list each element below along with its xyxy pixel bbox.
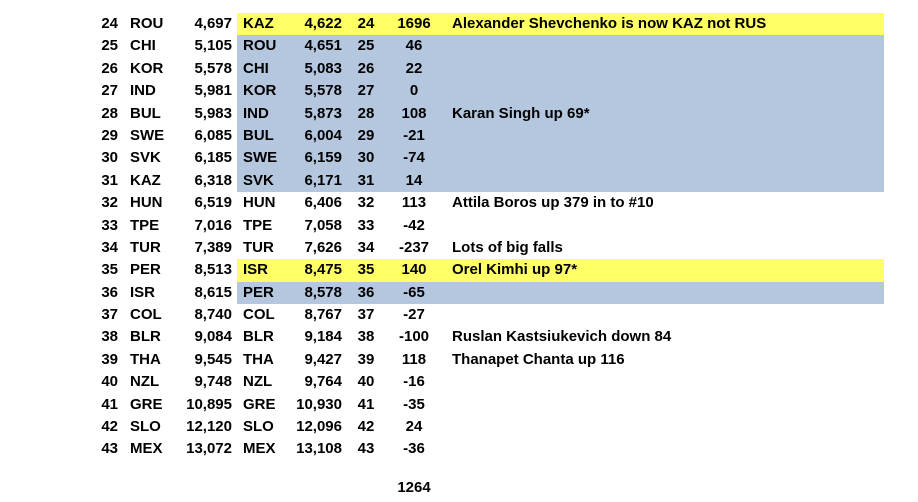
cell-rank-new[interactable]: 36 bbox=[347, 282, 385, 304]
table-row bbox=[85, 394, 884, 416]
cell-rank-new[interactable]: 25 bbox=[347, 35, 385, 57]
table-body bbox=[85, 13, 884, 461]
cell-country-old[interactable]: HUN bbox=[130, 194, 163, 212]
cell-rank-old[interactable]: 30 bbox=[101, 149, 118, 167]
cell-points-diff[interactable]: 1696 bbox=[385, 13, 443, 35]
cell-country-new[interactable]: ISR bbox=[237, 259, 288, 281]
cell-rank-new[interactable]: 35 bbox=[347, 259, 385, 281]
cell-points-old[interactable]: 13,072 bbox=[186, 440, 232, 458]
cell-note[interactable] bbox=[443, 416, 884, 438]
cell-points-new[interactable]: 5,578 bbox=[288, 80, 347, 102]
cell-note[interactable]: Ruslan Kastsiukevich down 84 bbox=[452, 328, 672, 346]
empty-cell bbox=[347, 477, 385, 499]
cell-points-diff[interactable]: -42 bbox=[403, 216, 425, 234]
table-row bbox=[85, 80, 884, 102]
cell-points-old[interactable]: 5,578 bbox=[194, 59, 232, 77]
cell-note[interactable]: Lots of big falls bbox=[452, 238, 563, 256]
table-row bbox=[85, 304, 884, 326]
empty-cell bbox=[85, 477, 120, 499]
cell-rank-old[interactable]: 37 bbox=[101, 306, 118, 324]
cell-points-diff[interactable]: -100 bbox=[398, 328, 430, 346]
cell-note[interactable] bbox=[443, 35, 884, 57]
table-row bbox=[85, 170, 884, 192]
cell-note[interactable] bbox=[443, 80, 884, 102]
cell-rank-new[interactable]: 40 bbox=[357, 373, 375, 391]
cell-note[interactable] bbox=[443, 215, 884, 237]
cell-points-old[interactable]: 7,016 bbox=[194, 216, 232, 234]
cell-rank-new[interactable]: 34 bbox=[357, 238, 375, 256]
cell-country-old[interactable]: PER bbox=[130, 261, 161, 279]
cell-country-old[interactable]: IND bbox=[130, 82, 156, 100]
cell-points-new[interactable]: 10,930 bbox=[296, 395, 342, 413]
empty-cell bbox=[288, 477, 347, 499]
table-row bbox=[85, 326, 884, 348]
empty-cell bbox=[172, 477, 237, 499]
cell-points-new[interactable]: 6,171 bbox=[288, 170, 347, 192]
cell-rank-old[interactable]: 32 bbox=[101, 194, 118, 212]
cell-country-old[interactable]: ROU bbox=[130, 15, 164, 32]
cell-country-new[interactable]: COL bbox=[243, 306, 275, 324]
cell-points-old[interactable]: 6,085 bbox=[194, 126, 232, 144]
cell-country-old[interactable]: ISR bbox=[130, 283, 156, 301]
cell-country-old[interactable]: SLO bbox=[130, 418, 161, 436]
cell-country-old[interactable]: TUR bbox=[130, 238, 161, 256]
cell-country-new[interactable]: CHI bbox=[237, 58, 288, 80]
table-row bbox=[85, 103, 884, 125]
cell-rank-new[interactable]: 38 bbox=[357, 328, 375, 346]
cell-country-new[interactable]: BUL bbox=[237, 125, 288, 147]
empty-row bbox=[85, 461, 884, 477]
cell-points-old[interactable]: 8,615 bbox=[194, 283, 232, 301]
cell-points-new[interactable]: 7,626 bbox=[304, 238, 342, 256]
cell-points-new[interactable]: 6,406 bbox=[304, 194, 342, 212]
cell-points-new[interactable]: 8,578 bbox=[288, 282, 347, 304]
table-row bbox=[85, 416, 884, 438]
spreadsheet-table bbox=[85, 13, 884, 499]
cell-country-new[interactable]: SWE bbox=[237, 147, 288, 169]
cell-rank-old[interactable]: 29 bbox=[101, 126, 118, 144]
table-row bbox=[85, 259, 884, 281]
table-row bbox=[85, 349, 884, 371]
empty-cell bbox=[120, 477, 172, 499]
cell-points-old[interactable]: 9,545 bbox=[194, 350, 232, 368]
cell-note[interactable] bbox=[443, 58, 884, 80]
table-row bbox=[85, 58, 884, 80]
cell-rank-old[interactable]: 38 bbox=[101, 328, 118, 346]
cell-rank-old[interactable]: 40 bbox=[101, 373, 118, 391]
cell-points-old[interactable]: 5,105 bbox=[194, 37, 232, 55]
cell-note[interactable] bbox=[443, 125, 884, 147]
cell-note[interactable]: Attila Boros up 379 in to #10 bbox=[452, 194, 654, 212]
cell-country-old[interactable]: KAZ bbox=[130, 171, 161, 189]
cell-rank-old[interactable]: 25 bbox=[101, 37, 118, 55]
table-row bbox=[85, 125, 884, 147]
table-row bbox=[85, 438, 884, 460]
cell-rank-old[interactable]: 43 bbox=[101, 440, 118, 458]
cell-points-diff[interactable]: -21 bbox=[385, 125, 443, 147]
cell-note[interactable]: Orel Kimhi up 97* bbox=[443, 259, 884, 281]
table-row bbox=[85, 13, 884, 35]
cell-country-new[interactable]: TUR bbox=[243, 238, 274, 256]
cell-points-diff[interactable]: -65 bbox=[385, 282, 443, 304]
table-row bbox=[85, 192, 884, 214]
cell-points-old[interactable]: 4,697 bbox=[194, 15, 232, 32]
cell-country-new[interactable]: NZL bbox=[243, 373, 273, 391]
cell-note[interactable]: Thanapet Chanta up 116 bbox=[452, 350, 625, 368]
cell-points-new[interactable]: 9,184 bbox=[304, 328, 342, 346]
cell-points-diff[interactable]: 46 bbox=[385, 35, 443, 57]
cell-points-old[interactable]: 6,185 bbox=[194, 149, 232, 167]
cell-rank-new[interactable]: 31 bbox=[347, 170, 385, 192]
empty-cell bbox=[237, 477, 288, 499]
cell-points-diff[interactable]: 24 bbox=[405, 418, 423, 436]
empty-cell bbox=[443, 477, 884, 499]
cell-rank-new[interactable]: 37 bbox=[357, 306, 375, 324]
cell-country-new[interactable]: IND bbox=[237, 103, 288, 125]
cell-rank-new[interactable]: 39 bbox=[357, 350, 375, 368]
cell-country-new[interactable]: PER bbox=[237, 282, 288, 304]
cell-rank-new[interactable]: 43 bbox=[357, 440, 375, 458]
cell-points-old[interactable]: 9,748 bbox=[194, 373, 232, 391]
table-row bbox=[85, 215, 884, 237]
cell-points-diff[interactable]: -16 bbox=[403, 373, 425, 391]
footer-row bbox=[85, 477, 884, 499]
cell-country-old[interactable]: CHI bbox=[130, 37, 156, 55]
cell-rank-new[interactable]: 32 bbox=[357, 194, 375, 212]
cell-note[interactable] bbox=[443, 394, 884, 416]
cell-country-old[interactable]: TPE bbox=[130, 216, 160, 234]
cell-country-old[interactable]: SVK bbox=[130, 149, 161, 167]
cell-note[interactable] bbox=[443, 304, 884, 326]
cell-rank-old[interactable]: 36 bbox=[101, 283, 118, 301]
cell-note[interactable] bbox=[443, 170, 884, 192]
cell-points-old[interactable]: 12,120 bbox=[186, 418, 232, 436]
cell-country-new[interactable]: TPE bbox=[243, 216, 273, 234]
cell-points-diff[interactable]: 140 bbox=[385, 259, 443, 281]
table-row bbox=[85, 282, 884, 304]
cell-points-new[interactable]: 8,475 bbox=[288, 259, 347, 281]
cell-points-diff[interactable]: -237 bbox=[398, 238, 430, 256]
cell-note[interactable] bbox=[443, 371, 884, 393]
cell-points-new[interactable]: 9,764 bbox=[304, 373, 342, 391]
cell-country-new[interactable]: SLO bbox=[243, 418, 274, 436]
cell-points-old[interactable]: 8,513 bbox=[194, 261, 232, 279]
cell-rank-new[interactable]: 41 bbox=[357, 395, 375, 413]
table-row bbox=[85, 35, 884, 57]
cell-points-new[interactable]: 4,651 bbox=[288, 35, 347, 57]
table-row bbox=[85, 237, 884, 259]
cell-rank-old[interactable]: 39 bbox=[101, 350, 118, 368]
cell-points-new[interactable]: 5,083 bbox=[288, 58, 347, 80]
cell-note[interactable]: Karan Singh up 69* bbox=[443, 103, 884, 125]
cell-points-diff[interactable]: 0 bbox=[385, 80, 443, 102]
cell-points-new[interactable]: 12,096 bbox=[296, 418, 342, 436]
cell-rank-new[interactable]: 42 bbox=[357, 418, 375, 436]
cell-rank-old[interactable]: 31 bbox=[101, 171, 118, 189]
cell-country-new[interactable]: ROU bbox=[237, 35, 288, 57]
cell-points-old[interactable]: 5,981 bbox=[194, 82, 232, 100]
cell-points-diff[interactable]: 14 bbox=[385, 170, 443, 192]
table-row bbox=[85, 371, 884, 393]
cell-country-new[interactable]: THA bbox=[243, 350, 274, 368]
cell-rank-new[interactable]: 26 bbox=[347, 58, 385, 80]
cell-rank-old[interactable]: 33 bbox=[101, 216, 118, 234]
table-row bbox=[85, 147, 884, 169]
cell-country-old[interactable]: GRE bbox=[130, 395, 163, 413]
cell-points-old[interactable]: 6,318 bbox=[194, 171, 232, 189]
cell-points-diff[interactable]: -36 bbox=[403, 440, 425, 458]
cell-rank-new[interactable]: 28 bbox=[347, 103, 385, 125]
cell-note[interactable]: Alexander Shevchenko is now KAZ not RUS bbox=[443, 13, 884, 35]
cell-points-diff[interactable]: 113 bbox=[401, 194, 427, 212]
cell-points-new[interactable]: 6,004 bbox=[288, 125, 347, 147]
total-points-diff-cell[interactable]: 1264 bbox=[397, 478, 431, 496]
cell-rank-old[interactable]: 28 bbox=[101, 104, 118, 122]
cell-rank-new[interactable]: 24 bbox=[347, 13, 385, 35]
cell-rank-old[interactable]: 27 bbox=[101, 82, 118, 100]
cell-rank-old[interactable]: 26 bbox=[101, 59, 118, 77]
cell-rank-old[interactable]: 42 bbox=[101, 418, 118, 436]
cell-country-new[interactable]: MEX bbox=[243, 440, 276, 458]
cell-rank-old[interactable]: 35 bbox=[101, 261, 118, 279]
cell-country-old[interactable]: SWE bbox=[130, 126, 165, 144]
cell-rank-new[interactable]: 29 bbox=[347, 125, 385, 147]
cell-country-new[interactable]: GRE bbox=[243, 395, 276, 413]
cell-points-new[interactable]: 13,108 bbox=[296, 440, 342, 458]
cell-points-new[interactable]: 9,427 bbox=[304, 350, 342, 368]
cell-country-new[interactable]: HUN bbox=[243, 194, 276, 212]
cell-points-old[interactable]: 8,740 bbox=[194, 306, 232, 324]
cell-points-diff[interactable]: 108 bbox=[385, 103, 443, 125]
cell-country-new[interactable]: KOR bbox=[237, 80, 288, 102]
cell-rank-new[interactable]: 33 bbox=[357, 216, 375, 234]
cell-country-new[interactable]: KAZ bbox=[237, 13, 288, 35]
cell-points-new[interactable]: 6,159 bbox=[288, 147, 347, 169]
cell-rank-new[interactable]: 27 bbox=[347, 80, 385, 102]
cell-country-old[interactable]: KOR bbox=[130, 59, 164, 77]
cell-points-old[interactable]: 7,389 bbox=[194, 238, 232, 256]
cell-points-new[interactable]: 7,058 bbox=[304, 216, 342, 234]
cell-country-new[interactable]: SVK bbox=[237, 170, 288, 192]
cell-country-old[interactable]: MEX bbox=[130, 440, 163, 458]
cell-points-new[interactable]: 4,622 bbox=[288, 13, 347, 35]
cell-country-old[interactable]: BUL bbox=[130, 104, 161, 122]
cell-note[interactable] bbox=[443, 438, 884, 460]
cell-points-diff[interactable]: -35 bbox=[403, 395, 425, 413]
cell-country-old[interactable]: THA bbox=[130, 350, 161, 368]
cell-note[interactable] bbox=[443, 147, 884, 169]
cell-rank-old[interactable]: 34 bbox=[101, 238, 118, 256]
cell-points-diff[interactable]: 22 bbox=[385, 58, 443, 80]
cell-points-old[interactable]: 9,084 bbox=[194, 328, 232, 346]
cell-points-diff[interactable]: 118 bbox=[401, 350, 427, 368]
cell-points-old[interactable]: 10,895 bbox=[186, 395, 232, 413]
cell-note[interactable] bbox=[443, 282, 884, 304]
cell-rank-new[interactable]: 30 bbox=[347, 147, 385, 169]
cell-points-diff[interactable]: -74 bbox=[385, 147, 443, 169]
cell-points-new[interactable]: 5,873 bbox=[288, 103, 347, 125]
cell-country-old[interactable]: BLR bbox=[130, 328, 161, 346]
cell-rank-old[interactable]: 24 bbox=[101, 15, 118, 32]
cell-rank-old[interactable]: 41 bbox=[101, 395, 118, 413]
cell-points-diff[interactable]: -27 bbox=[403, 306, 425, 324]
cell-points-old[interactable]: 5,983 bbox=[194, 104, 232, 122]
cell-country-old[interactable]: NZL bbox=[130, 373, 160, 391]
cell-country-old[interactable]: COL bbox=[130, 306, 162, 324]
cell-points-old[interactable]: 6,519 bbox=[194, 194, 232, 212]
cell-country-new[interactable]: BLR bbox=[243, 328, 274, 346]
cell-points-new[interactable]: 8,767 bbox=[304, 306, 342, 324]
